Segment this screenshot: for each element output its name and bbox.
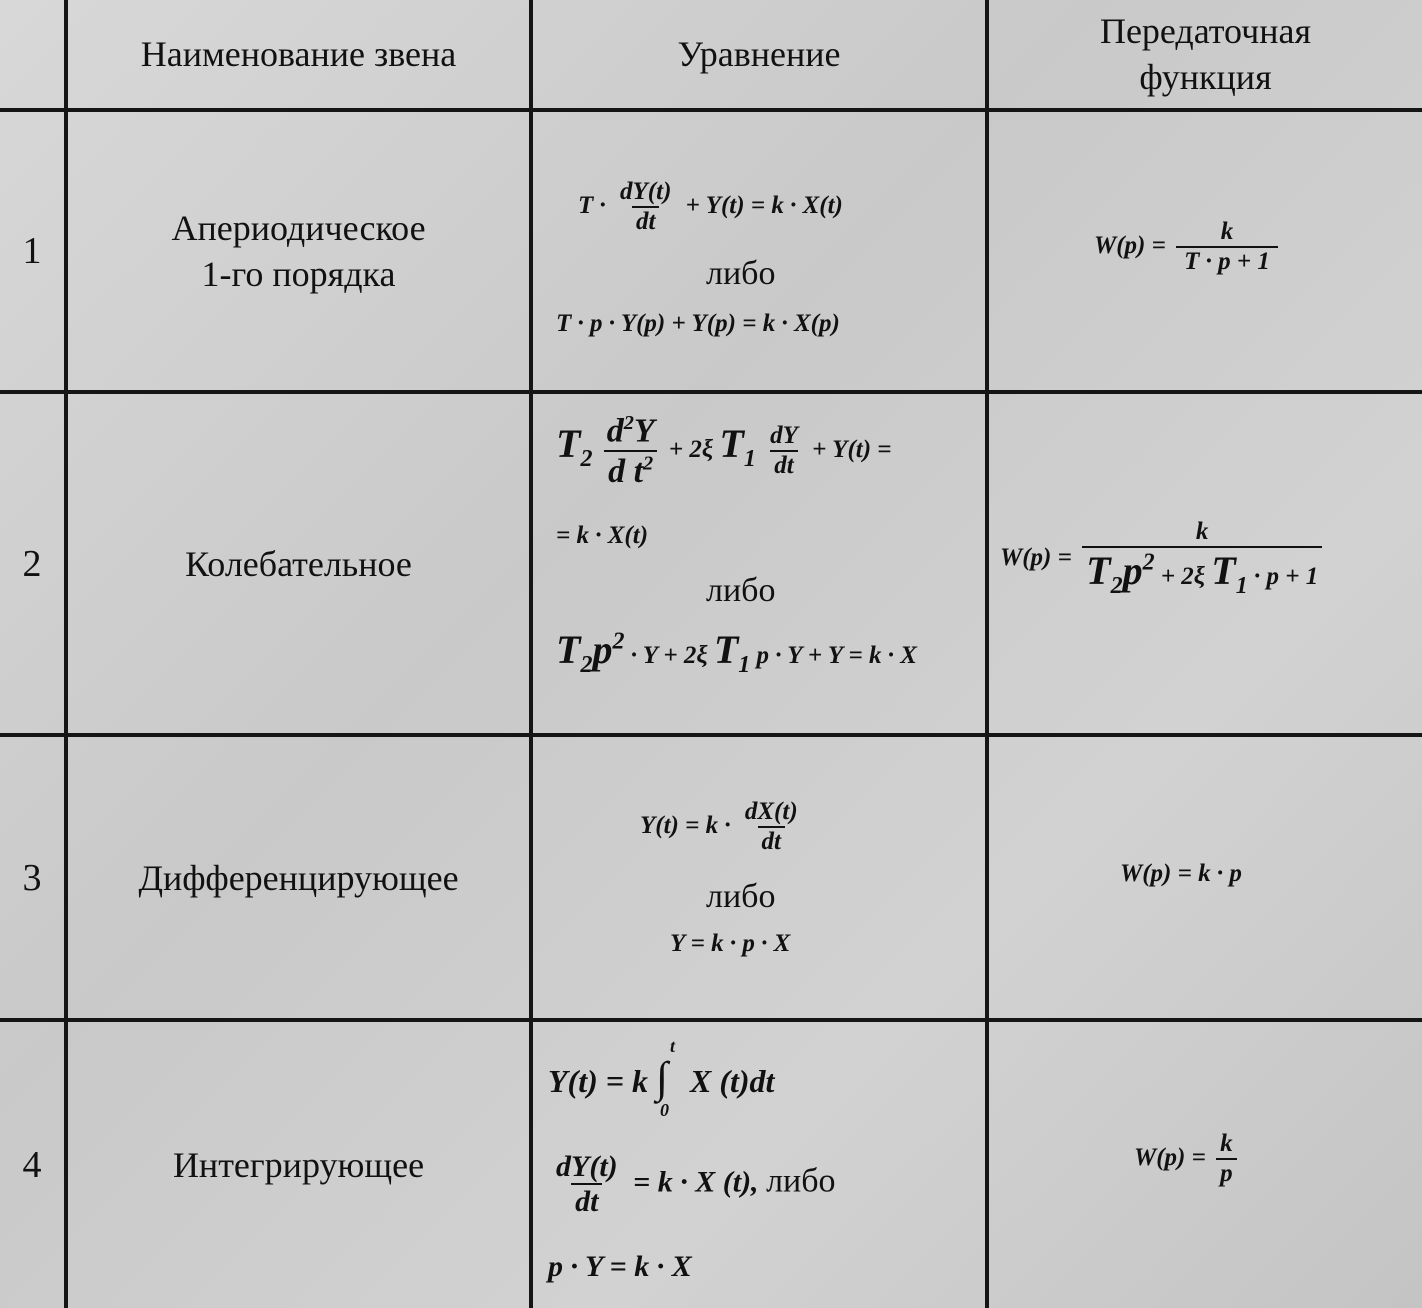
row-1-or: либо — [706, 255, 776, 292]
row-2-tf-den-T2-letter: T — [1086, 547, 1111, 593]
row-4-integral-lower: 0 — [659, 1100, 669, 1120]
row-4-tf-num: k — [1220, 1130, 1233, 1157]
row-3-eq-a-fraction — [741, 798, 802, 856]
row-2-name-text: Колебательное — [185, 543, 412, 584]
row-2-eq-b-p-letter: p — [592, 627, 613, 672]
row-2-eq-a-den1-sup: 2 — [643, 452, 654, 475]
row-2-transfer-function — [1000, 518, 1326, 600]
row-3-name-text: Дифференцирующее — [138, 857, 459, 898]
row-2-eq-a-num1-d: d — [606, 412, 624, 450]
row-1-name — [68, 112, 529, 390]
row-2-or: либо — [706, 572, 776, 609]
header-transfer — [989, 0, 1422, 108]
row-4-integral — [655, 1036, 682, 1120]
row-2-tf-den-p-sup: 2 — [1142, 549, 1155, 576]
row-4-equation-a — [548, 1036, 775, 1120]
row-3-number-text: 3 — [22, 856, 42, 899]
row-4-eq-b-num: dY(t) — [556, 1150, 618, 1183]
row-2-eq-b-T2 — [556, 627, 593, 678]
row-2-tf-den — [1082, 546, 1322, 601]
row-2-tf-den-tail: · p + 1 — [1253, 562, 1319, 590]
row-2-equation-b — [556, 626, 917, 679]
row-3-transfer-function: W(p) = k · p — [1120, 860, 1242, 887]
row-1-tf-fraction — [1176, 218, 1278, 276]
row-1-tf-den: T · p + 1 — [1176, 246, 1278, 277]
row-3-equation-a — [640, 798, 806, 856]
row-2-eq-b-p-sup: 2 — [612, 628, 625, 655]
row-2-tf-den-T2 — [1086, 547, 1123, 599]
header-transfer-line2: функция — [1139, 57, 1272, 97]
row-3-eq-a-left: Y(t) = k · — [640, 811, 731, 839]
column-divider-1 — [529, 0, 533, 1308]
row-4-name — [68, 1022, 529, 1308]
row-4-equation-c: p · Y = k · X — [548, 1250, 692, 1283]
row-2-eq-b-T1 — [713, 627, 751, 678]
row-2-eq-b-T2-sub: 2 — [580, 652, 593, 678]
row-2-tf-den-T1-letter: T — [1211, 547, 1236, 593]
row-2-eq-a-den1-text: d t — [608, 452, 644, 490]
row-2-eq-a-den1 — [604, 450, 657, 491]
row-1-equation-a — [578, 178, 843, 236]
row-4-eq-b-den: dt — [571, 1183, 602, 1220]
row-1-eq-a-fraction — [616, 178, 675, 236]
row-1-eq-a-left: T · — [578, 191, 606, 219]
row-2-eq-a-mid: + 2ξ — [668, 436, 714, 464]
row-4-tf-left: W(p) = — [1134, 1143, 1206, 1171]
row-4-name-text: Интегрирующее — [172, 1145, 425, 1185]
row-4-equation-b — [548, 1150, 836, 1220]
row-2-equation-a — [556, 412, 892, 491]
row-4-tf-den: p — [1216, 1158, 1237, 1189]
row-2-eq-a-num1-sup: 2 — [623, 412, 634, 434]
row-1-eq-a-den: dt — [632, 206, 659, 237]
row-2-tf-den-T1 — [1211, 547, 1248, 599]
column-divider-2 — [985, 0, 989, 1308]
header-transfer-line1: Передаточная — [1099, 11, 1312, 51]
row-2-tf-den-T2-sub: 2 — [1110, 572, 1123, 599]
row-2-eq-a-T1-sub: 1 — [743, 446, 756, 473]
row-1-tf-left: W(p) = — [1094, 231, 1166, 259]
row-2-name — [68, 394, 529, 733]
header-name-text: Наименование звена — [140, 34, 457, 74]
row-1-number — [0, 112, 64, 390]
header-name — [68, 0, 529, 108]
row-4-eq-a-right: X (t)dt — [689, 1063, 775, 1099]
row-3-number — [0, 737, 64, 1018]
row-1-transfer-function — [1094, 218, 1282, 276]
row-3-eq-a-num: dX(t) — [744, 798, 798, 825]
row-4-transfer-function — [1134, 1130, 1241, 1188]
row-2-tf-num: k — [1195, 518, 1209, 545]
row-3-name — [68, 737, 529, 1018]
row-4-eq-b-fraction — [552, 1150, 622, 1220]
row-2-number — [0, 394, 64, 733]
row-2-tf-den-mid: + 2ξ — [1160, 562, 1206, 590]
row-3-equation-b: Y = k · p · X — [670, 930, 791, 957]
row-2-eq-a-T2-letter: T — [556, 421, 581, 467]
row-2-eq-a-num2: dY — [770, 422, 798, 450]
row-1-eq-a-right: + Y(t) = k · X(t) — [685, 191, 843, 219]
row-4-eq-a-left: Y(t) = k — [548, 1063, 648, 1099]
row-2-tf-den-p — [1123, 548, 1155, 593]
row-1-name-line1: Апериодическое — [171, 208, 426, 248]
row-4-tf-fraction — [1216, 1130, 1237, 1188]
header-equation-text: Уравнение — [677, 34, 841, 74]
row-3-eq-a-den: dt — [758, 826, 785, 857]
row-1-name-line2: 1-го порядка — [201, 254, 396, 294]
row-2-eq-a-fraction-2 — [766, 422, 802, 480]
row-4-integral-sign: ∫ — [655, 1053, 669, 1102]
row-2-eq-a-T2-sub: 2 — [580, 446, 593, 473]
row-4-number — [0, 1022, 64, 1308]
header-equation — [533, 0, 985, 108]
row-2-eq-a-T2 — [556, 421, 593, 473]
row-2-eq-b-p — [592, 627, 624, 672]
row-2-eq-b-T2-letter: T — [556, 627, 581, 672]
row-4-or: либо — [766, 1162, 836, 1200]
row-2-eq-a-T1 — [719, 421, 756, 473]
row-2-eq-a-den2: dt — [770, 450, 797, 481]
row-2-tf-den-p-letter: p — [1122, 547, 1143, 593]
row-2-eq-b-T1-sub: 1 — [738, 652, 751, 678]
row-1-equation-b: T · p · Y(p) + Y(p) = k · X(p) — [556, 310, 840, 337]
row-2-eq-a-tail: + Y(t) = — [812, 436, 892, 464]
row-2-equation-a-line2: = k · X(t) — [556, 522, 649, 549]
row-2-eq-b-mid: · Y + 2ξ — [630, 642, 708, 669]
row-2-tf-left: W(p) = — [1000, 543, 1072, 571]
row-2-eq-a-num1 — [603, 412, 659, 450]
row-3-or: либо — [706, 878, 776, 915]
row-4-integral-upper: t — [669, 1036, 675, 1056]
row-2-tf-den-T1-sub: 1 — [1235, 572, 1248, 599]
row-2-eq-b-T1-letter: T — [713, 627, 739, 672]
row-2-eq-a-num1-y: Y — [633, 412, 655, 450]
row-2-eq-a-fraction-1 — [603, 412, 659, 491]
row-4-number-text: 4 — [22, 1144, 42, 1186]
row-1-tf-num: k — [1220, 218, 1234, 245]
row-2-tf-fraction — [1082, 518, 1322, 600]
row-1-number-text: 1 — [22, 230, 42, 272]
row-4-eq-b-right: = k · X (t), — [633, 1165, 759, 1199]
row-2-number-text: 2 — [22, 542, 42, 585]
row-2-eq-b-tail: p · Y + Y = k · X — [756, 642, 917, 669]
row-1-eq-a-num: dY(t) — [620, 178, 672, 205]
row-2-eq-a-T1-letter: T — [719, 421, 744, 467]
